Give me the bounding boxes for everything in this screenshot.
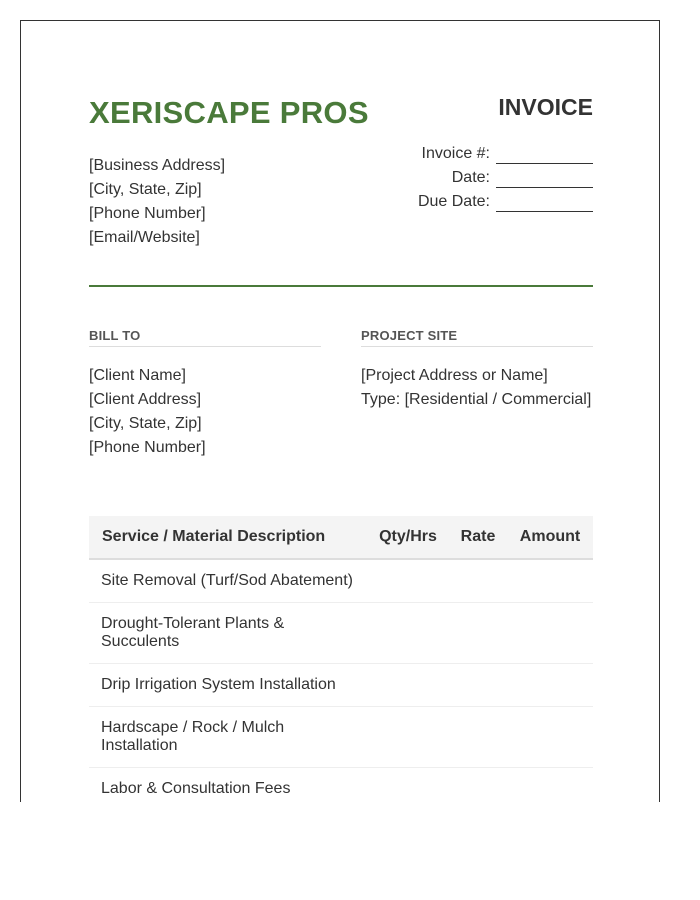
project-address-line: [Project Address or Name]	[361, 367, 548, 384]
column-header-amount: Amount	[519, 528, 581, 545]
invoice-meta-block	[418, 142, 593, 214]
business-address-line: [Business Address]	[89, 157, 226, 174]
table-row	[89, 768, 593, 802]
table-row	[89, 707, 593, 768]
row-description: Site Removal (Turf/Sod Abatement)	[101, 572, 353, 589]
column-header-description: Service / Material Description	[102, 528, 326, 545]
project-site-block	[361, 364, 591, 412]
project-site-heading: PROJECT SITE	[361, 328, 593, 347]
invoice-number-blank[interactable]	[496, 146, 593, 164]
bill-to-heading: BILL TO	[89, 328, 321, 347]
invoice-date-blank[interactable]	[496, 170, 593, 188]
table-row	[89, 603, 593, 664]
table-row	[89, 560, 593, 603]
column-header-qty: Qty/Hrs	[379, 528, 437, 545]
invoice-date-row	[418, 166, 593, 190]
services-table	[89, 516, 593, 802]
row-description: Labor & Consultation Fees	[101, 780, 291, 797]
row-description: Drip Irrigation System Installation	[101, 676, 336, 693]
due-date-blank[interactable]	[496, 194, 593, 212]
business-city-line: [City, State, Zip]	[89, 181, 202, 198]
table-row	[89, 664, 593, 707]
company-name: XERISCAPE PROS	[89, 95, 369, 130]
invoice-title: INVOICE	[498, 94, 593, 120]
bill-to-block	[89, 364, 206, 460]
row-description: Hardscape / Rock / Mulch Installation	[101, 719, 285, 754]
invoice-number-row	[418, 142, 593, 166]
table-header-row	[89, 516, 593, 560]
invoice-number-label: Invoice #:	[421, 145, 490, 162]
client-address-line: [Client Address]	[89, 391, 202, 408]
business-address-block	[89, 154, 225, 250]
header-divider	[89, 285, 593, 287]
client-city-line: [City, State, Zip]	[89, 415, 202, 432]
due-date-row	[418, 190, 593, 214]
project-type-line: Type: [Residential / Commercial]	[361, 391, 592, 408]
due-date-label: Due Date:	[417, 193, 490, 210]
invoice-page	[20, 20, 660, 802]
client-name-line: [Client Name]	[89, 367, 186, 384]
row-description: Drought-Tolerant Plants & Succulents	[101, 615, 285, 650]
business-phone-line: [Phone Number]	[89, 205, 206, 222]
column-header-rate: Rate	[460, 528, 496, 545]
client-phone-line: [Phone Number]	[89, 439, 206, 456]
invoice-date-label: Date:	[451, 169, 490, 186]
business-email-line: [Email/Website]	[89, 229, 200, 246]
